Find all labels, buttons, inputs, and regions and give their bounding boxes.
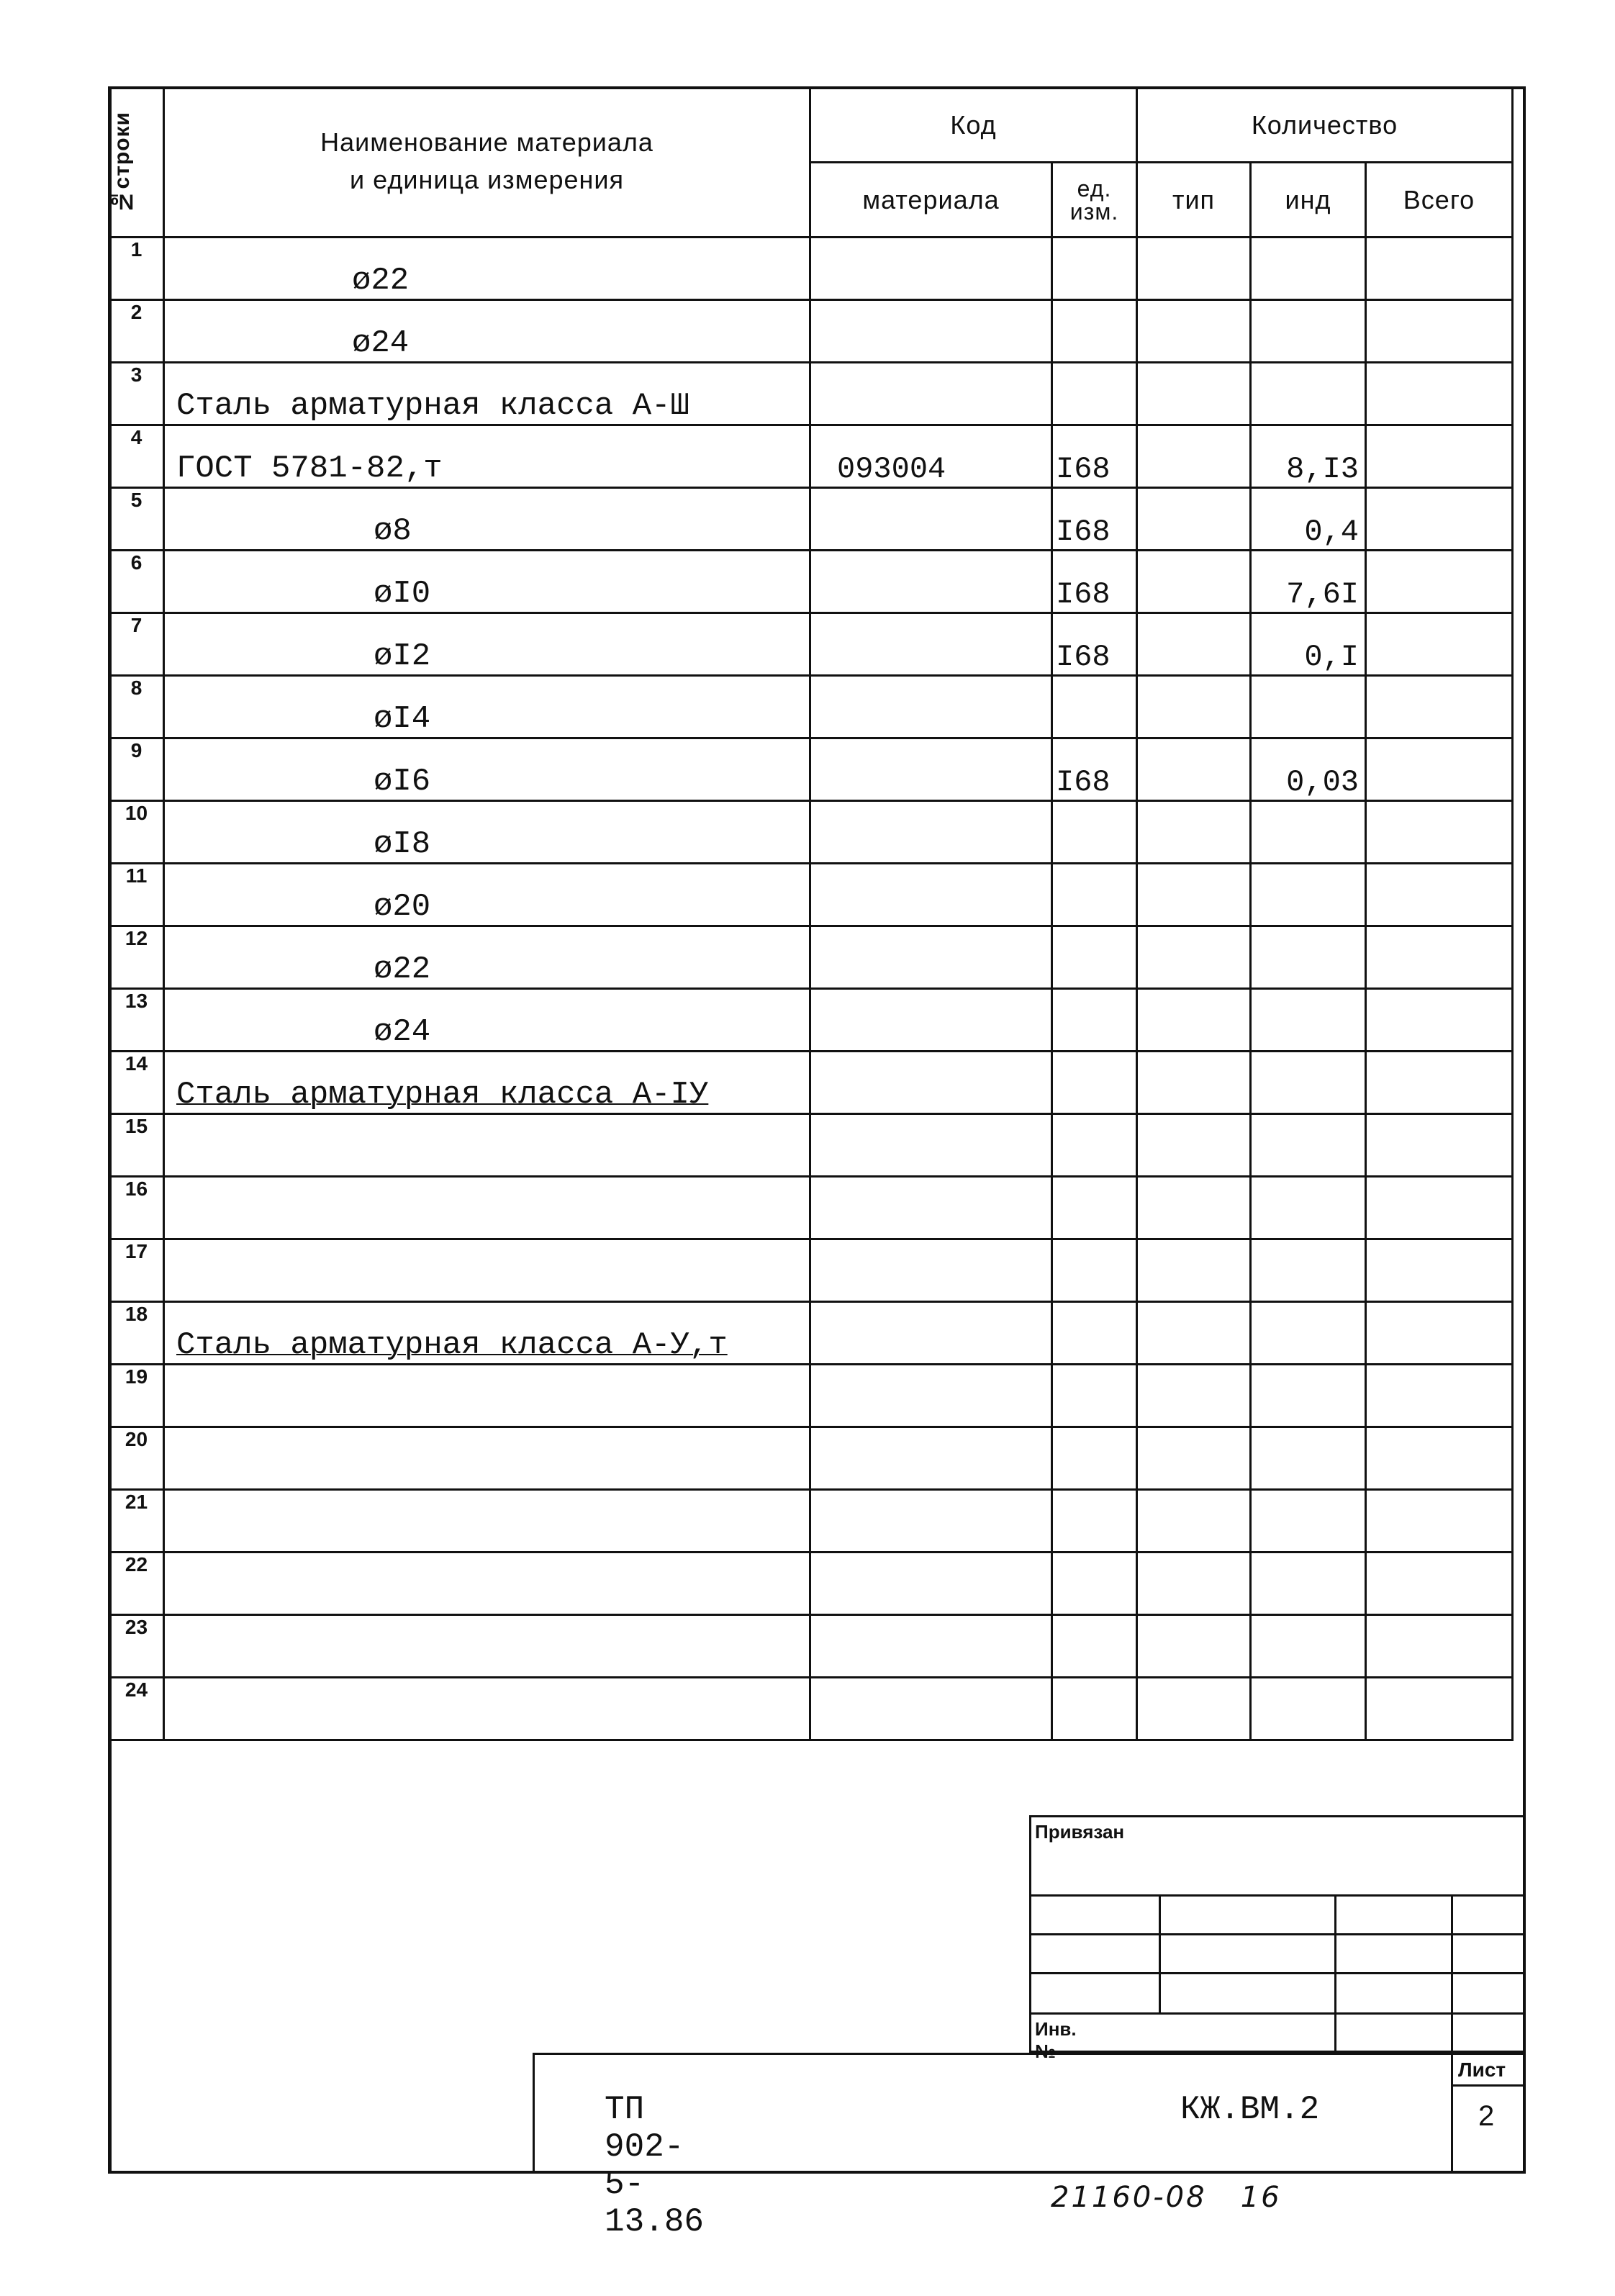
row-number-cell: 19 <box>109 1365 164 1427</box>
table-row <box>109 488 1513 551</box>
unit-code-cell: I68 <box>1052 551 1137 613</box>
qty-type-cell <box>1137 1177 1251 1239</box>
material-code-cell <box>810 238 1052 300</box>
material-name-cell: ø22 <box>164 238 810 300</box>
qty-total-cell <box>1366 488 1513 551</box>
material-name-cell <box>164 1239 810 1302</box>
qty-ind-cell <box>1251 864 1366 926</box>
material-name-cell: ø24 <box>164 989 810 1052</box>
qty-ind-cell <box>1251 1302 1366 1365</box>
material-name-cell: øI6 <box>164 738 810 801</box>
material-name-cell <box>164 1365 810 1427</box>
row-number-cell: 5 <box>109 488 164 551</box>
table-row <box>109 551 1513 613</box>
table-row <box>109 864 1513 926</box>
qty-ind-cell: 0,4 <box>1251 488 1366 551</box>
qty-total-cell <box>1366 363 1513 425</box>
qty-total-cell <box>1366 300 1513 363</box>
unit-code-cell <box>1052 926 1137 989</box>
qty-ind-cell <box>1251 1552 1366 1615</box>
qty-type-cell <box>1137 864 1251 926</box>
qty-type-cell <box>1137 1052 1251 1114</box>
unit-code-cell <box>1052 801 1137 864</box>
row-number-cell: 23 <box>109 1615 164 1678</box>
material-name-cell: øI2 <box>164 613 810 676</box>
unit-code-cell <box>1052 238 1137 300</box>
col-code-header: Код <box>810 88 1137 163</box>
qty-type-cell <box>1137 676 1251 738</box>
sheet-label: Лист <box>1458 2058 1506 2081</box>
material-name-cell <box>164 1678 810 1740</box>
material-code-cell <box>810 1365 1052 1427</box>
row-number-cell: 14 <box>109 1052 164 1114</box>
qty-ind-cell: 8,I3 <box>1251 425 1366 488</box>
qty-total-cell <box>1366 1239 1513 1302</box>
unit-code-cell: I68 <box>1052 488 1137 551</box>
qty-ind-cell <box>1251 1365 1366 1427</box>
row-number-cell: 10 <box>109 801 164 864</box>
table-row <box>109 801 1513 864</box>
qty-type-cell <box>1137 425 1251 488</box>
material-code-cell <box>810 1615 1052 1678</box>
qty-type-cell <box>1137 1365 1251 1427</box>
qty-type-cell <box>1137 738 1251 801</box>
col-qty-header: Количество <box>1137 88 1513 163</box>
material-code-cell <box>810 738 1052 801</box>
table-row <box>109 1427 1513 1490</box>
unit-code-cell: I68 <box>1052 613 1137 676</box>
handwritten-archive-number: 21160-08 16 <box>1051 2181 1282 2214</box>
row-number-cell: 13 <box>109 989 164 1052</box>
qty-type-cell <box>1137 1490 1251 1552</box>
material-name-cell <box>164 1552 810 1615</box>
unit-code-cell <box>1052 1239 1137 1302</box>
material-code-cell <box>810 1114 1052 1177</box>
material-name-cell <box>164 1114 810 1177</box>
doc-code: КЖ.ВМ.2 <box>1180 2091 1320 2128</box>
row-number-cell: 4 <box>109 425 164 488</box>
qty-type-cell <box>1137 488 1251 551</box>
material-code-cell <box>810 1052 1052 1114</box>
material-code-cell <box>810 551 1052 613</box>
material-name-cell: ø8 <box>164 488 810 551</box>
row-number-cell: 9 <box>109 738 164 801</box>
row-number-cell: 21 <box>109 1490 164 1552</box>
row-number-cell: 20 <box>109 1427 164 1490</box>
row-number-cell: 1 <box>109 238 164 300</box>
stamp-grid-vline <box>1451 1894 1453 2053</box>
qty-ind-cell <box>1251 1678 1366 1740</box>
material-name-cell <box>164 1490 810 1552</box>
material-name-cell: ø20 <box>164 864 810 926</box>
qty-total-cell <box>1366 1427 1513 1490</box>
table-row <box>109 300 1513 363</box>
unit-code-cell <box>1052 1427 1137 1490</box>
col-row-number-header <box>109 88 164 238</box>
qty-total-cell <box>1366 1052 1513 1114</box>
unit-code-cell <box>1052 676 1137 738</box>
unit-code-cell <box>1052 1615 1137 1678</box>
row-number-cell: 24 <box>109 1678 164 1740</box>
table-row <box>109 425 1513 488</box>
qty-total-cell <box>1366 676 1513 738</box>
material-name-cell <box>164 1177 810 1239</box>
name-header-line2: и единица измерения <box>349 165 624 194</box>
qty-ind-cell <box>1251 300 1366 363</box>
row-number-cell: 15 <box>109 1114 164 1177</box>
unit-code-cell <box>1052 1302 1137 1365</box>
unit-code-cell: I68 <box>1052 425 1137 488</box>
unit-code-cell <box>1052 1678 1137 1740</box>
material-code-cell <box>810 989 1052 1052</box>
material-name-cell <box>164 1427 810 1490</box>
qty-ind-cell <box>1251 1177 1366 1239</box>
qty-type-cell <box>1137 801 1251 864</box>
inv-label: Инв. № <box>1035 2018 1077 2062</box>
material-name-cell: øI8 <box>164 801 810 864</box>
table-row <box>109 989 1513 1052</box>
unit-code-cell <box>1052 1052 1137 1114</box>
unit-code-cell: I68 <box>1052 738 1137 801</box>
material-code-cell <box>810 676 1052 738</box>
material-name-cell: Сталь арматурная класса А-Ш <box>164 363 810 425</box>
qty-total-cell <box>1366 238 1513 300</box>
material-name-cell: øI0 <box>164 551 810 613</box>
table-row <box>109 738 1513 801</box>
qty-type-cell <box>1137 363 1251 425</box>
row-number-cell: 11 <box>109 864 164 926</box>
row-number-cell: 7 <box>109 613 164 676</box>
stamp-grid-vline <box>1334 1894 1336 2053</box>
col-code-material-header: материала <box>810 163 1052 238</box>
material-name-cell: ø22 <box>164 926 810 989</box>
qty-ind-cell <box>1251 801 1366 864</box>
qty-ind-cell <box>1251 1239 1366 1302</box>
material-name-cell: Сталь арматурная класса А-IУ <box>164 1052 810 1114</box>
qty-total-cell <box>1366 551 1513 613</box>
qty-type-cell <box>1137 238 1251 300</box>
material-code-cell: 093004 <box>810 425 1052 488</box>
qty-ind-cell <box>1251 238 1366 300</box>
qty-type-cell <box>1137 1678 1251 1740</box>
project-code: ТП 902-5-13.86 <box>605 2091 705 2241</box>
qty-total-cell <box>1366 425 1513 488</box>
row-number-cell: 16 <box>109 1177 164 1239</box>
row-number-cell: 2 <box>109 300 164 363</box>
material-code-cell <box>810 1552 1052 1615</box>
qty-type-cell <box>1137 300 1251 363</box>
row-number-cell: 17 <box>109 1239 164 1302</box>
qty-ind-cell <box>1251 926 1366 989</box>
material-code-cell <box>810 363 1052 425</box>
material-code-cell <box>810 1302 1052 1365</box>
unit-code-cell <box>1052 1114 1137 1177</box>
material-code-cell <box>810 613 1052 676</box>
qty-ind-cell <box>1251 363 1366 425</box>
qty-ind-cell <box>1251 1490 1366 1552</box>
bound-label: Привязан <box>1035 1821 1125 1843</box>
qty-type-cell <box>1137 613 1251 676</box>
unit-code-cell <box>1052 363 1137 425</box>
qty-ind-cell <box>1251 676 1366 738</box>
col-qty-total-header: Всего <box>1366 163 1513 238</box>
qty-type-cell <box>1137 1615 1251 1678</box>
qty-ind-cell: 7,6I <box>1251 551 1366 613</box>
qty-total-cell <box>1366 801 1513 864</box>
row-number-header-label: №строки <box>110 111 134 214</box>
qty-ind-cell <box>1251 989 1366 1052</box>
qty-ind-cell <box>1251 1615 1366 1678</box>
table-header <box>109 88 1513 238</box>
table-row <box>109 1052 1513 1114</box>
row-number-cell: 6 <box>109 551 164 613</box>
unit-code-cell <box>1052 1490 1137 1552</box>
stamp-grid-vline <box>1159 1894 1161 2012</box>
unit-code-cell <box>1052 1365 1137 1427</box>
material-code-cell <box>810 1490 1052 1552</box>
qty-ind-cell <box>1251 1114 1366 1177</box>
qty-type-cell <box>1137 1552 1251 1615</box>
material-code-cell <box>810 1678 1052 1740</box>
table-row <box>109 238 1513 300</box>
material-name-cell: øI4 <box>164 676 810 738</box>
material-code-cell <box>810 1239 1052 1302</box>
qty-total-cell <box>1366 926 1513 989</box>
qty-type-cell <box>1137 1302 1251 1365</box>
table-row <box>109 1114 1513 1177</box>
material-name-cell: ø24 <box>164 300 810 363</box>
unit-code-cell <box>1052 300 1137 363</box>
qty-type-cell <box>1137 1427 1251 1490</box>
table-row <box>109 1177 1513 1239</box>
qty-total-cell <box>1366 1302 1513 1365</box>
col-qty-type-header: тип <box>1137 163 1251 238</box>
row-number-cell: 8 <box>109 676 164 738</box>
qty-total-cell <box>1366 1114 1513 1177</box>
qty-total-cell <box>1366 1177 1513 1239</box>
table-row <box>109 363 1513 425</box>
qty-type-cell <box>1137 1114 1251 1177</box>
qty-ind-cell: 0,I <box>1251 613 1366 676</box>
col-code-unit-header: ед. изм. <box>1052 163 1137 238</box>
table-row <box>109 676 1513 738</box>
qty-type-cell <box>1137 989 1251 1052</box>
qty-total-cell <box>1366 1552 1513 1615</box>
qty-total-cell <box>1366 613 1513 676</box>
table-row <box>109 1365 1513 1427</box>
sheet-divider <box>1451 2084 1526 2087</box>
material-code-cell <box>810 926 1052 989</box>
qty-total-cell <box>1366 1365 1513 1427</box>
unit-code-cell <box>1052 1552 1137 1615</box>
material-code-cell <box>810 864 1052 926</box>
material-code-cell <box>810 1177 1052 1239</box>
qty-total-cell <box>1366 1490 1513 1552</box>
unit-code-cell <box>1052 864 1137 926</box>
qty-type-cell <box>1137 551 1251 613</box>
material-code-cell <box>810 488 1052 551</box>
material-name-cell: Сталь арматурная класса А-У,т <box>164 1302 810 1365</box>
qty-total-cell <box>1366 989 1513 1052</box>
qty-total-cell <box>1366 1678 1513 1740</box>
material-code-cell <box>810 300 1052 363</box>
materials-table <box>108 86 1514 1741</box>
unit-code-cell <box>1052 989 1137 1052</box>
row-number-cell: 12 <box>109 926 164 989</box>
row-number-cell: 18 <box>109 1302 164 1365</box>
table-row <box>109 613 1513 676</box>
qty-ind-cell: 0,03 <box>1251 738 1366 801</box>
material-name-cell: ГОСТ 5781-82,т <box>164 425 810 488</box>
qty-ind-cell <box>1251 1052 1366 1114</box>
table-row <box>109 926 1513 989</box>
table-row <box>109 1239 1513 1302</box>
table-row <box>109 1302 1513 1365</box>
col-qty-ind-header: инд <box>1251 163 1366 238</box>
qty-ind-cell <box>1251 1427 1366 1490</box>
qty-total-cell <box>1366 1615 1513 1678</box>
unit-code-cell <box>1052 1177 1137 1239</box>
sheet-number: 2 <box>1478 2100 1495 2132</box>
material-name-cell <box>164 1615 810 1678</box>
qty-total-cell <box>1366 864 1513 926</box>
row-number-cell: 22 <box>109 1552 164 1615</box>
material-code-cell <box>810 801 1052 864</box>
row-number-cell: 3 <box>109 363 164 425</box>
material-code-cell <box>810 1427 1052 1490</box>
table-body <box>109 238 1513 1740</box>
qty-type-cell <box>1137 1239 1251 1302</box>
table-row <box>109 1615 1513 1678</box>
table-row <box>109 1552 1513 1615</box>
table-row <box>109 1678 1513 1740</box>
qty-total-cell <box>1366 738 1513 801</box>
table-row <box>109 1490 1513 1552</box>
qty-type-cell <box>1137 926 1251 989</box>
col-name-header <box>164 88 810 238</box>
name-header-line1: Наименование материала <box>320 127 653 157</box>
